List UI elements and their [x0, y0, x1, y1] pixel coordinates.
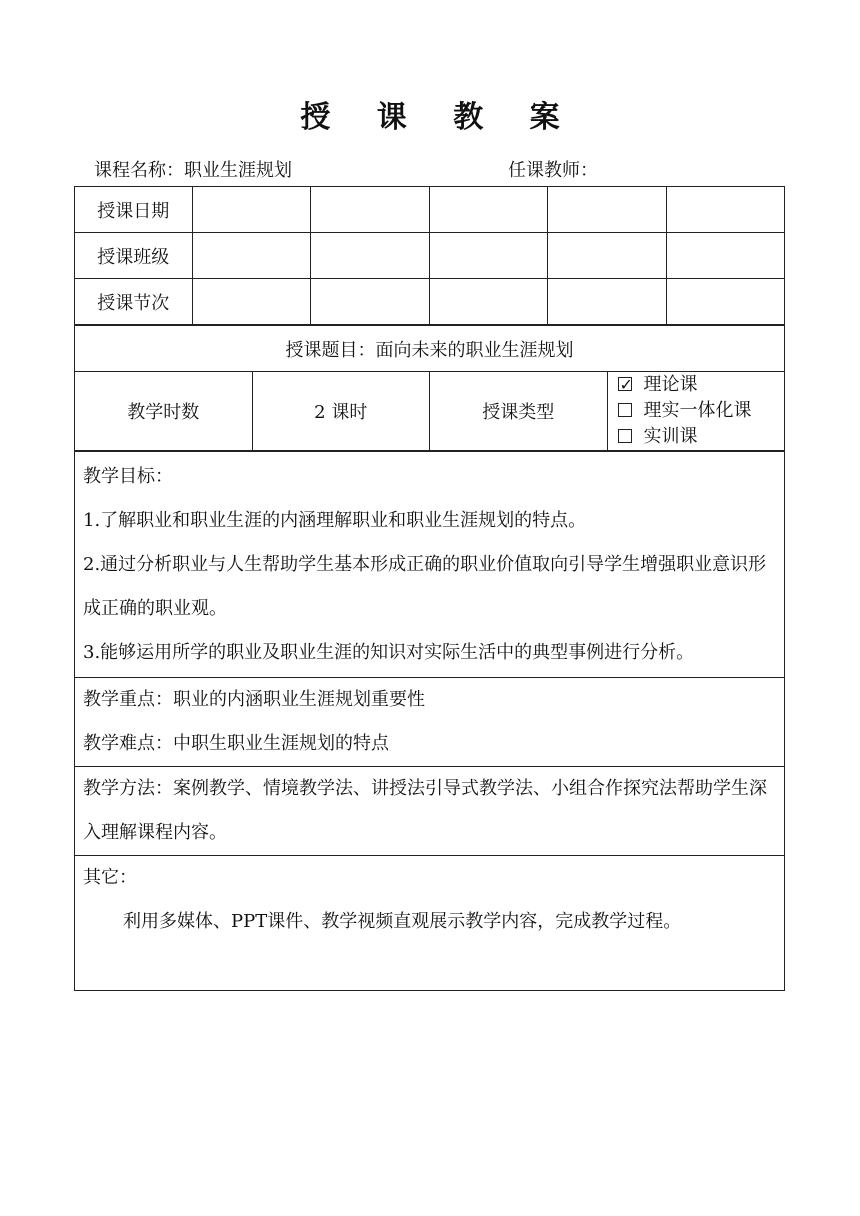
other-heading: 其它：: [83, 867, 137, 888]
page-title: 授 课 教 案: [300, 100, 578, 135]
difficulties: 教学难点：中职生职业生涯规划的特点: [83, 733, 389, 754]
methods: 教学方法：案例教学、情境教学法、讲授法引导式教学法、小组合作探究法帮助学生深入理解课程内容。: [83, 778, 767, 843]
option-integrated[interactable]: [618, 398, 785, 424]
methods-section: [75, 767, 785, 856]
table-row: [75, 233, 785, 279]
option-label: 实训课: [643, 426, 698, 447]
option-theory[interactable]: [618, 372, 785, 398]
checkbox-icon[interactable]: [618, 403, 632, 417]
hours-label: 教学时数: [75, 372, 253, 451]
class-cell[interactable]: [666, 233, 785, 279]
row-label-date: 授课日期: [75, 187, 193, 233]
period-cell[interactable]: [666, 279, 785, 325]
option-practical[interactable]: [618, 424, 785, 450]
content-table: [74, 451, 785, 991]
objective-item: 1.了解职业和职业生涯的内涵理解职业和职业生涯规划的特点。: [83, 509, 587, 531]
class-cell[interactable]: [429, 233, 547, 279]
class-cell[interactable]: [311, 233, 429, 279]
date-cell[interactable]: [666, 187, 785, 233]
period-cell[interactable]: [311, 279, 429, 325]
key-points: 教学重点：职业的内涵职业生涯规划重要性: [83, 689, 425, 710]
period-cell[interactable]: [192, 279, 310, 325]
course-name: 课程名称：职业生涯规划: [94, 160, 292, 181]
other-section: [75, 856, 785, 991]
date-cell[interactable]: [311, 187, 429, 233]
other-content: 利用多媒体、PPT课件、教学视频直观展示教学内容，完成教学过程。: [123, 911, 682, 932]
period-cell[interactable]: [548, 279, 666, 325]
checked-box-icon[interactable]: [618, 377, 632, 391]
table-row: [75, 279, 785, 325]
class-cell[interactable]: [548, 233, 666, 279]
info-table: [74, 325, 785, 451]
objectives-section: [75, 452, 785, 678]
period-cell[interactable]: [429, 279, 547, 325]
hours-value: 2 课时: [252, 372, 430, 451]
lesson-topic: 授课题目：面向未来的职业生涯规划: [75, 326, 785, 372]
option-label: 理论课: [643, 374, 698, 395]
checkbox-icon[interactable]: [618, 429, 632, 443]
lesson-plan-form: [74, 186, 785, 991]
date-cell[interactable]: [429, 187, 547, 233]
objective-item: 2.通过分析职业与人生帮助学生基本形成正确的职业价值取向引导学生增强职业意识形成正确的职业观。: [83, 553, 767, 619]
objectives-heading: 教学目标：: [83, 465, 173, 487]
type-label: 授课类型: [430, 372, 608, 451]
key-points-section: [75, 678, 785, 767]
date-cell[interactable]: [548, 187, 666, 233]
row-label-period: 授课节次: [75, 279, 193, 325]
table-row: [75, 187, 785, 233]
schedule-table: [74, 186, 785, 325]
teacher-name: 任课教师：: [508, 160, 598, 181]
class-cell[interactable]: [192, 233, 310, 279]
option-label: 理实一体化课: [643, 400, 752, 421]
type-options: [607, 372, 785, 451]
date-cell[interactable]: [192, 187, 310, 233]
row-label-class: 授课班级: [75, 233, 193, 279]
objective-item: 3.能够运用所学的职业及职业生涯的知识对实际生活中的典型事例进行分析。: [83, 641, 695, 663]
